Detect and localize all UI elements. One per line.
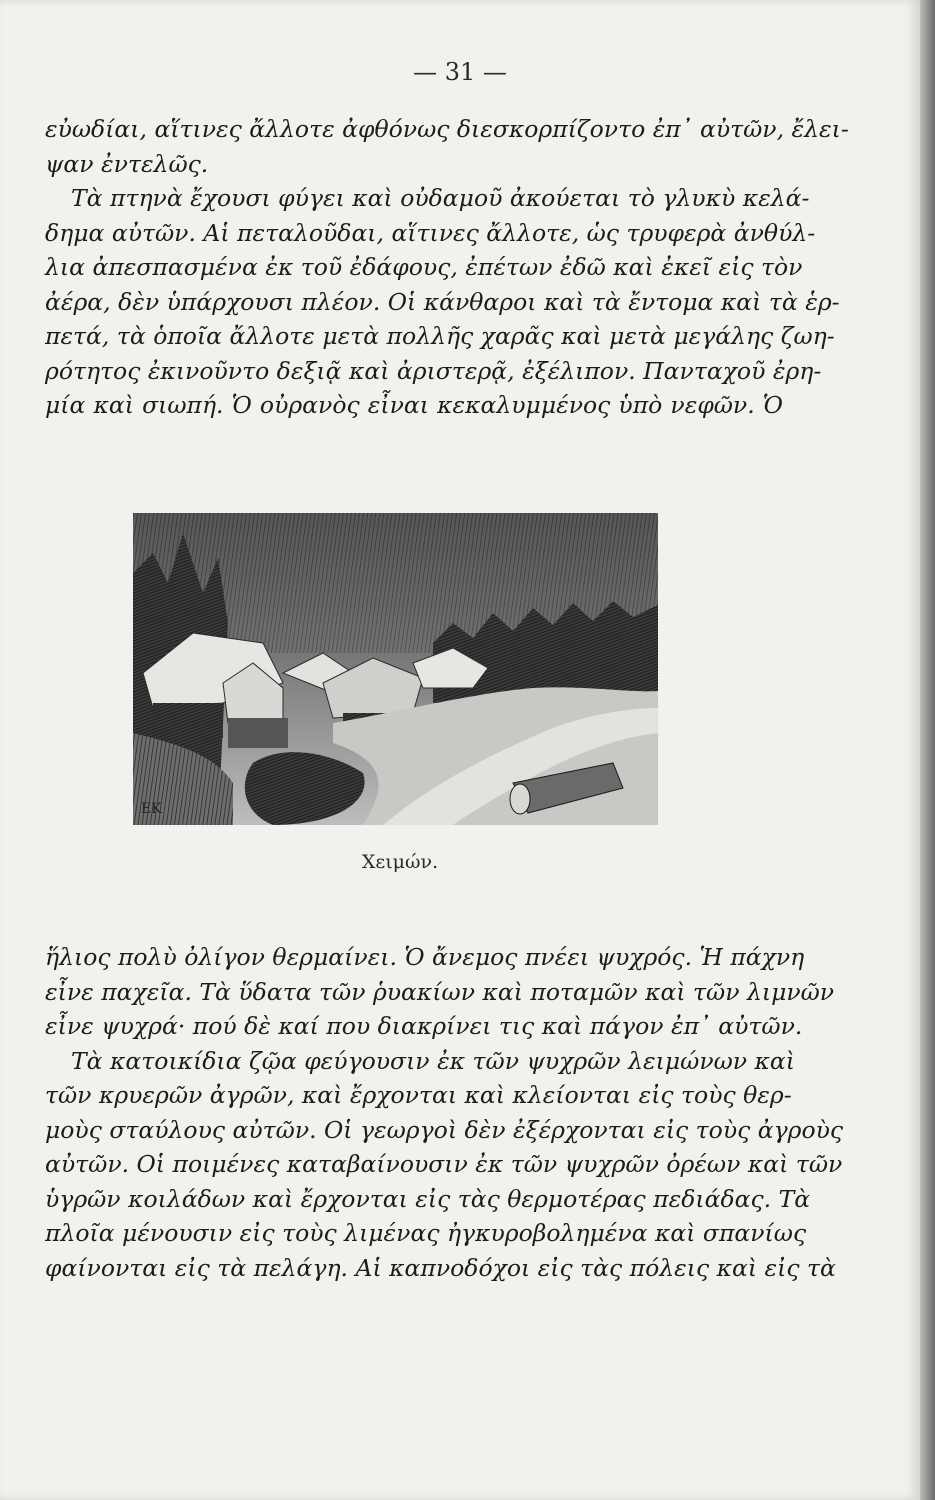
page-number: — 31 — (413, 58, 507, 86)
text-line: ψαν ἐντελῶς. (45, 149, 209, 178)
page-edge (920, 0, 935, 1500)
text-line: φαίνονται εἰς τὰ πελάγη. Αἱ καπνοδόχοι εἰς τὰς πόλεις καὶ εἰς τὰ (45, 1253, 836, 1282)
text-block-bottom (45, 940, 844, 1285)
text-line: πετά, τὰ ὁποῖα ἄλλοτε μετὰ πολλῆς χαρᾶς καὶ μετὰ μεγάλης ζωη- (45, 322, 835, 350)
text-line: ὑγρῶν κοιλάδων καὶ ἔρχονται εἰς τὰς θερμοτέρας πεδιάδας. Τὰ (45, 1184, 811, 1213)
text-line: τῶν κρυερῶν ἀγρῶν, καὶ ἔρχονται καὶ κλείονται εἰς τοὺς θερ- (45, 1081, 792, 1109)
text-line: λια ἀπεσπασμένα ἐκ τοῦ ἐδάφους, ἐπέτων ἐδῶ καὶ ἐκεῖ εἰς τὸν (45, 253, 803, 281)
text-line: μοὺς σταύλους αὐτῶν. Οἱ γεωργοὶ δὲν ἐξέρχονται εἰς τοὺς ἀγροὺς (45, 1115, 844, 1144)
text-line: εἶνε ψυχρά· πού δὲ καί που διακρίνει τις καὶ πάγον ἐπ᾽ αὐτῶν. (45, 1012, 803, 1040)
text-line: εὐωδίαι, αἵτινες ἄλλοτε ἀφθόνως διεσκορπίζοντο ἐπ᾽ αὐτῶν, ἔλει- (45, 115, 849, 143)
engraver-monogram: ΕΚ (141, 801, 162, 817)
text-line: ρότητος ἐκινοῦντο δεξιᾷ καὶ ἀριστερᾷ, ἐξέλιπον. Πανταχοῦ ἐρη- (45, 356, 822, 385)
text-line: μία καὶ σιωπή. Ὁ οὐρανὸς εἶναι κεκαλυμμένος ὑπὸ νεφῶν. Ὁ (45, 391, 783, 419)
winter-landscape-illustration (133, 513, 658, 825)
text-line: Τὰ κατοικίδια ζῷα φεύγουσιν ἐκ τῶν ψυχρῶν λειμώνων καὶ (71, 1046, 796, 1075)
text-line: ἥλιος πολὺ ὀλίγον θερμαίνει. Ὁ ἄνεμος πνέει ψυχρός. Ἡ πάχνη (45, 943, 805, 971)
winter-engraving (133, 513, 658, 825)
text-line: αὐτῶν. Οἱ ποιμένες καταβαίνουσιν ἐκ τῶν ψυχρῶν ὀρέων καὶ τῶν (45, 1150, 843, 1178)
text-line: εἶνε παχεῖα. Τὰ ὕδατα τῶν ῥυακίων καὶ ποταμῶν καὶ τῶν λιμνῶν (45, 977, 835, 1006)
text-block-top (45, 112, 849, 423)
figure-caption: Χειμών. (361, 851, 439, 873)
text-line: πλοῖα μένουσιν εἰς τοὺς λιμένας ἠγκυροβολημένα καὶ σπανίως (45, 1219, 807, 1247)
text-line: δημα αὐτῶν. Αἱ πεταλοῦδαι, αἵτινες ἄλλοτε, ὡς τρυφερὰ ἀνθύλ- (45, 218, 816, 247)
text-line: ἀέρα, δὲν ὑπάρχουσι πλέον. Οἱ κάνθαροι καὶ τὰ ἔντομα καὶ τὰ ἑρ- (45, 287, 840, 316)
text-line: Τὰ πτηνὰ ἔχουσι φύγει καὶ οὐδαμοῦ ἀκούεται τὸ γλυκὺ κελά- (71, 184, 810, 212)
